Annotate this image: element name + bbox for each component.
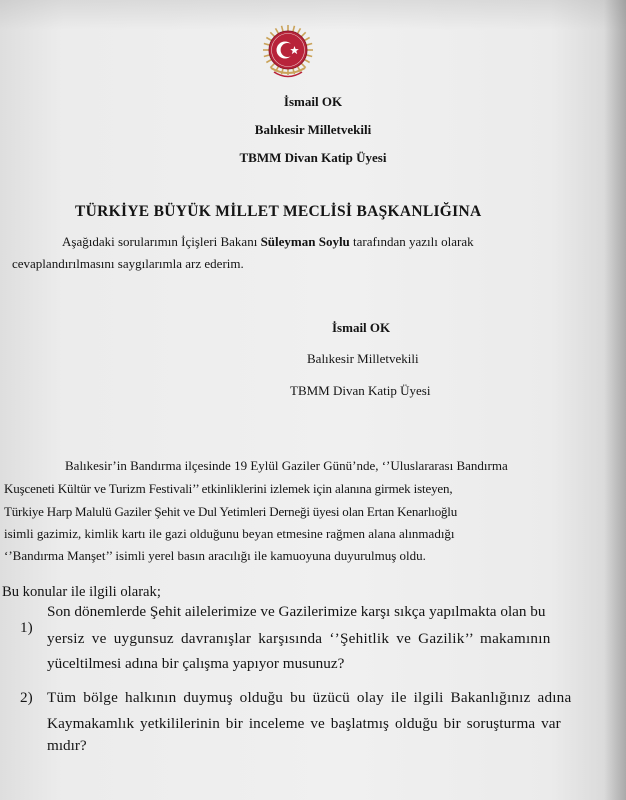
addressee-heading: TÜRKİYE BÜYÜK MİLLET MECLİSİ BAŞKANLIĞINA: [75, 203, 482, 220]
signature-role: TBMM Divan Katip Üyesi: [290, 383, 431, 398]
body-line: Kuşceneti Kültür ve Turizm Festivali’’ etkinliklerini izlemek için alanına girmek isteyen,: [4, 481, 453, 496]
question-line: yüceltilmesi adına bir çalışma yapıyor musunuz?: [47, 655, 345, 672]
intro-line-2: cevaplandırılmasını saygılarımla arz ederim.: [12, 256, 244, 271]
body-line: Balıkesir’in Bandırma ilçesinde 19 Eylül Gaziler Günü’nde, ‘’Uluslararası Bandırma: [65, 458, 508, 473]
question-line: Tüm bölge halkının duymuş olduğu bu üzücü olay ile ilgili Bakanlığınız adına: [47, 689, 572, 706]
intro-line-1: [62, 234, 474, 250]
question-line: mıdır?: [47, 737, 87, 754]
intro-text-after: tarafından yazılı olarak: [349, 234, 474, 249]
scan-shadow-right: [604, 0, 626, 800]
body-line: isimli gazimiz, kimlik kartı ile gazi olduğunu beyan etmesine rağmen alana alınmadığı: [4, 526, 455, 541]
question-number: 2): [20, 689, 33, 706]
header-role: TBMM Divan Katip Üyesi: [239, 150, 387, 165]
body-line: Türkiye Harp Malulü Gaziler Şehit ve Dul Yetimleri Derneği üyesi olan Ertan Kenarlıoğlu: [4, 504, 458, 519]
signature-name: İsmail OK: [332, 320, 391, 335]
signature-constituency: Balıkesir Milletvekili: [307, 351, 419, 366]
body-line: ‘’Bandırma Manşet’’ isimli yerel basın aracılığı ile kamuoyuna duyurulmuş oldu.: [4, 548, 426, 563]
tbmm-emblem-icon: [261, 20, 315, 84]
header-name: İsmail OK: [283, 94, 343, 109]
intro-text-before: Aşağıdaki sorularımın İçişleri Bakanı: [62, 234, 261, 249]
lead-in: Bu konular ile ilgili olarak;: [2, 584, 161, 600]
question-line: yersiz ve uygunsuz davranışlar karşısında ‘’Şehitlik ve Gazilik’’ makamının: [47, 630, 551, 647]
question-number: 1): [20, 619, 33, 636]
question-line: Kaymakamlık yetkililerinin bir inceleme ve başlatmış olduğu bir soruşturma var: [47, 715, 561, 732]
intro-minister-name: Süleyman Soylu: [260, 234, 350, 249]
header-constituency: Balıkesir Milletvekili: [254, 122, 372, 137]
question-line: Son dönemlerde Şehit ailelerimize ve Gazilerimize karşı sıkça yapılmakta olan bu: [47, 603, 546, 620]
